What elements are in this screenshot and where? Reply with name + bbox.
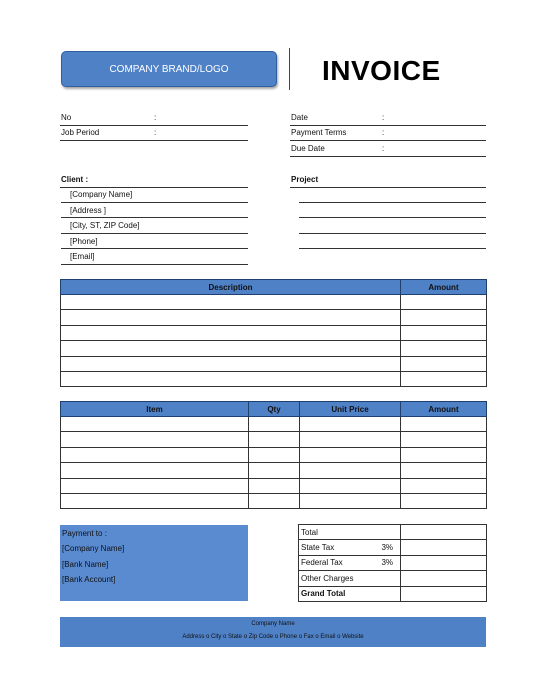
- payment-to-label: Payment to :: [62, 529, 107, 538]
- header-divider: [289, 48, 290, 90]
- project-line: [299, 187, 486, 203]
- amount-cell[interactable]: [401, 432, 487, 447]
- grand-total-row: [299, 586, 487, 601]
- description-cell[interactable]: [61, 295, 401, 310]
- qty-cell[interactable]: [249, 478, 300, 493]
- total-label: Total: [299, 525, 401, 540]
- amount-cell[interactable]: [401, 478, 487, 493]
- item-cell[interactable]: [61, 463, 249, 478]
- items-table-header: [61, 402, 487, 417]
- item-cell[interactable]: [61, 432, 249, 447]
- client-email: [Email]: [70, 252, 95, 261]
- other-charges-label: Other Charges: [299, 571, 401, 586]
- logo-text: COMPANY BRAND/LOGO: [109, 63, 229, 75]
- client-heading: Client :: [61, 175, 89, 184]
- table-row: [61, 463, 487, 478]
- project-line: [299, 218, 486, 234]
- qty-cell[interactable]: [249, 493, 300, 508]
- federal-tax-value[interactable]: [401, 555, 487, 570]
- unit-price-cell[interactable]: [300, 432, 401, 447]
- client-phone: [Phone]: [70, 236, 98, 246]
- description-cell[interactable]: [61, 356, 401, 371]
- item-cell[interactable]: [61, 493, 249, 508]
- state-tax-label-cell: [299, 540, 401, 555]
- table-row: [61, 493, 487, 508]
- client-line: [61, 203, 248, 219]
- amount-cell[interactable]: [401, 493, 487, 508]
- state-tax-row: [299, 540, 487, 555]
- table-row: [61, 341, 487, 356]
- table-row: [61, 310, 487, 325]
- qty-header: Qty: [249, 402, 300, 417]
- job-period-row: [60, 125, 248, 141]
- table-row: [61, 371, 487, 386]
- amount-cell[interactable]: [401, 310, 487, 325]
- table-row: [61, 447, 487, 462]
- client-heading-row: [60, 172, 248, 188]
- federal-tax-label-cell: [299, 555, 401, 570]
- amount-cell[interactable]: [401, 417, 487, 432]
- amount-cell[interactable]: [401, 447, 487, 462]
- date-label: Date: [291, 113, 308, 122]
- qty-cell[interactable]: [249, 447, 300, 462]
- no-label: No: [61, 113, 72, 122]
- item-cell[interactable]: [61, 478, 249, 493]
- amount-cell[interactable]: [401, 371, 487, 386]
- footer-company: Company Name: [251, 621, 295, 627]
- item-header: Item: [61, 402, 249, 417]
- due-date-row: [290, 141, 486, 157]
- description-cell[interactable]: [61, 371, 401, 386]
- payment-bank-account: [Bank Account]: [62, 574, 116, 584]
- unit-price-cell[interactable]: [300, 463, 401, 478]
- state-tax-label: State Tax: [301, 543, 335, 553]
- client-address: [Address ]: [70, 205, 107, 215]
- client-line: [61, 234, 248, 250]
- table-row: [61, 417, 487, 432]
- client-line: [61, 187, 248, 203]
- project-heading-row: [290, 172, 486, 188]
- due-date-label: Due Date: [291, 144, 325, 153]
- amount-cell[interactable]: [401, 356, 487, 371]
- invoice-title: INVOICE: [322, 55, 441, 86]
- amount-cell[interactable]: [401, 295, 487, 310]
- other-charges-row: [299, 571, 487, 586]
- unit-price-cell[interactable]: [300, 478, 401, 493]
- description-cell[interactable]: [61, 310, 401, 325]
- amount-cell[interactable]: [401, 463, 487, 478]
- no-row: [60, 110, 248, 126]
- item-cell[interactable]: [61, 447, 249, 462]
- item-cell[interactable]: [61, 417, 249, 432]
- footer-contact-details: Address o City o State o Zip Code o Phone o Fax o Email o Website: [182, 634, 364, 640]
- payment-bank-name: [Bank Name]: [62, 559, 109, 569]
- table-row: [61, 356, 487, 371]
- amount-header: Amount: [401, 280, 487, 295]
- amount-cell[interactable]: [401, 325, 487, 340]
- qty-cell[interactable]: [249, 417, 300, 432]
- federal-tax-rate: 3%: [381, 558, 393, 568]
- client-company: [Company Name]: [70, 190, 133, 199]
- totals-table: [298, 524, 487, 602]
- project-heading: Project: [291, 175, 319, 184]
- other-charges-value[interactable]: [401, 571, 487, 586]
- client-city: [City, ST, ZIP Code]: [70, 221, 140, 230]
- project-line: [299, 234, 486, 250]
- grand-total-label: Grand Total: [299, 586, 401, 601]
- payment-terms-colon: :: [382, 128, 385, 137]
- date-row: [290, 110, 486, 126]
- project-line: [299, 203, 486, 219]
- table-row: [61, 478, 487, 493]
- company-logo-placeholder: [61, 51, 277, 87]
- federal-tax-row: [299, 555, 487, 570]
- federal-tax-label: Federal Tax: [301, 558, 343, 568]
- payment-terms-label: Payment Terms: [291, 128, 347, 137]
- qty-cell[interactable]: [249, 432, 300, 447]
- description-table-header: [61, 280, 487, 295]
- description-cell[interactable]: [61, 325, 401, 340]
- payment-company: [Company Name]: [62, 544, 125, 554]
- total-row: [299, 525, 487, 540]
- amount-cell[interactable]: [401, 341, 487, 356]
- job-period-colon: :: [154, 128, 157, 137]
- table-row: [61, 325, 487, 340]
- client-line: [61, 249, 248, 265]
- description-table: [60, 279, 487, 387]
- footer-bar: [60, 617, 486, 647]
- grand-total-value[interactable]: [401, 586, 487, 601]
- unit-price-cell[interactable]: [300, 447, 401, 462]
- description-header: Description: [61, 280, 401, 295]
- description-cell[interactable]: [61, 341, 401, 356]
- table-row: [61, 432, 487, 447]
- payment-info-box: [60, 525, 248, 601]
- date-colon: :: [382, 113, 385, 122]
- state-tax-value[interactable]: [401, 540, 487, 555]
- unit-price-header: Unit Price: [300, 402, 401, 417]
- items-table: [60, 401, 487, 509]
- client-line: [61, 218, 248, 234]
- no-colon: :: [154, 113, 157, 122]
- amount-header: Amount: [401, 402, 487, 417]
- unit-price-cell[interactable]: [300, 417, 401, 432]
- unit-price-cell[interactable]: [300, 493, 401, 508]
- payment-terms-row: [290, 125, 486, 141]
- qty-cell[interactable]: [249, 463, 300, 478]
- job-period-label: Job Period: [61, 128, 100, 137]
- due-date-colon: :: [382, 144, 385, 153]
- table-row: [61, 295, 487, 310]
- state-tax-rate: 3%: [381, 543, 393, 553]
- total-value[interactable]: [401, 525, 487, 540]
